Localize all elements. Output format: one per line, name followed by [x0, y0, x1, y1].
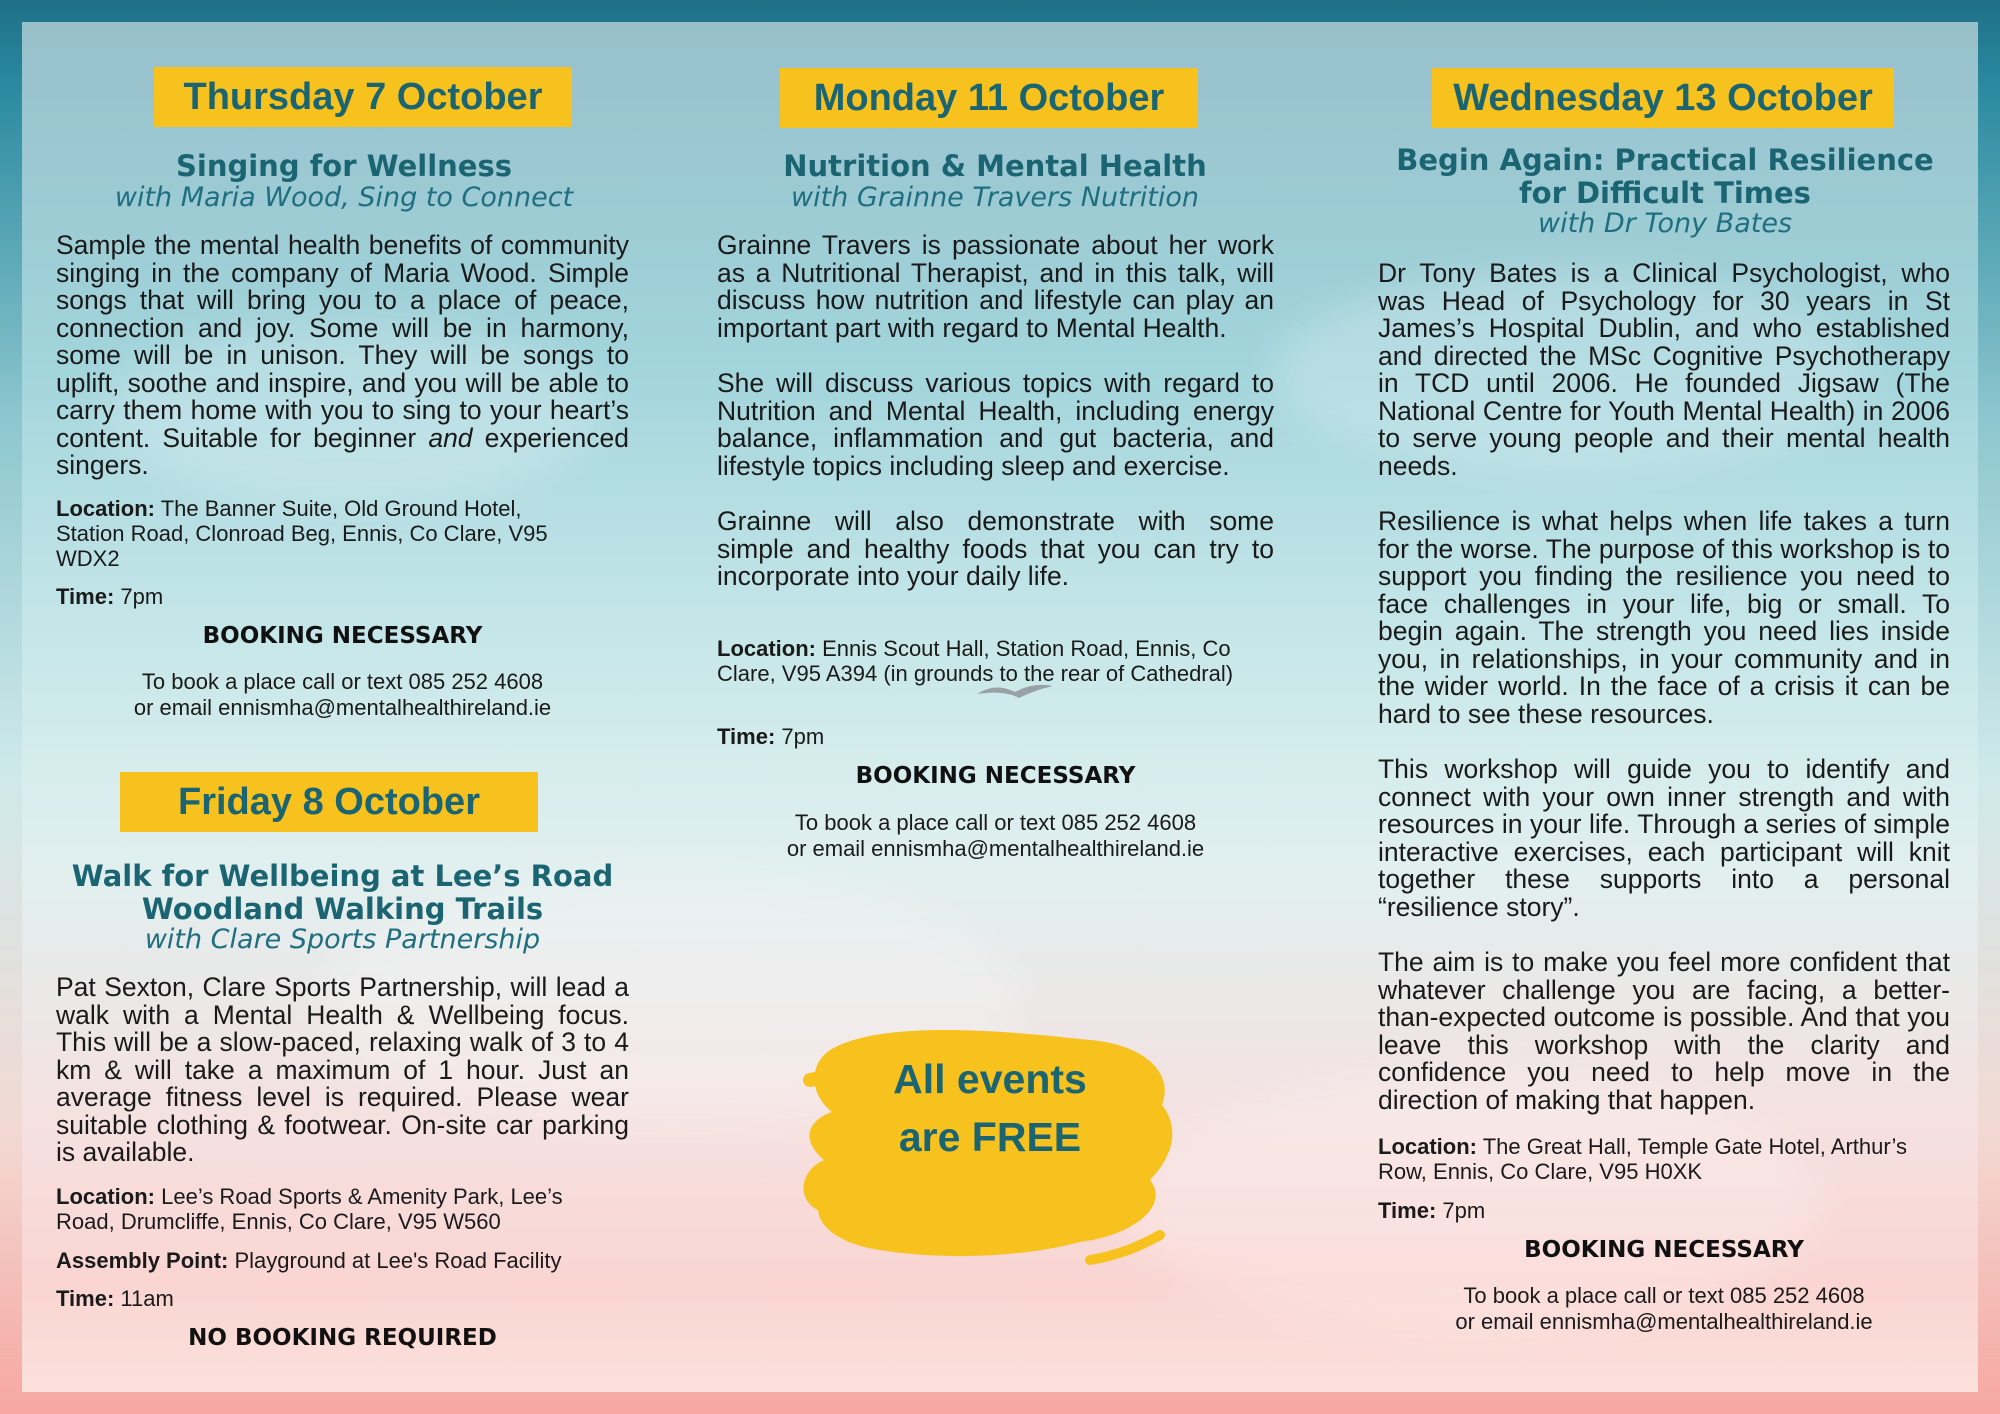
friday-time-value: 11am	[120, 1286, 174, 1311]
monday-location-value: Ennis Scout Hall, Station Road, Ennis, Co Clare, V95 A394 (in grounds to the rear of Cathedral)	[717, 636, 1234, 686]
monday-date-heading: Monday 11 October	[780, 68, 1198, 128]
wednesday-event-title	[1360, 144, 1970, 210]
bird-icon	[975, 676, 1055, 706]
friday-description	[56, 974, 629, 1167]
time-label: Time:	[56, 1286, 115, 1311]
thursday-contact	[56, 669, 629, 721]
contact-phone-line: To book a place call or text 085 252 4608	[1463, 1283, 1865, 1308]
thursday-location-value: The Banner Suite, Old Ground Hotel, Station Road, Clonroad Beg, Ennis, Co Clare, V95 WDX2	[56, 496, 548, 571]
friday-assembly	[56, 1248, 656, 1273]
friday-title-line1: Walk for Wellbeing at Lee’s Road	[71, 859, 614, 893]
thursday-body-italic: and	[428, 422, 473, 453]
free-badge-text	[790, 1050, 1190, 1166]
location-label: Location:	[56, 1184, 155, 1209]
monday-time-value: 7pm	[781, 724, 825, 749]
monday-booking-status: BOOKING NECESSARY	[855, 763, 1136, 789]
thursday-location	[56, 496, 596, 571]
time-label: Time:	[56, 584, 115, 609]
monday-description	[717, 232, 1274, 591]
contact-email-line[interactable]: or email ennismha@mentalhealthireland.ie	[786, 836, 1205, 861]
friday-location-value: Lee’s Road Sports & Amenity Park, Lee’s Road, Drumcliffe, Ennis, Co Clare, V95 W560	[56, 1184, 563, 1234]
friday-assembly-value: Playground at Lee's Road Facility	[234, 1248, 562, 1273]
friday-time	[56, 1286, 596, 1311]
wednesday-time	[1378, 1198, 1918, 1223]
friday-date-heading: Friday 8 October	[120, 772, 538, 832]
wednesday-date-heading: Wednesday 13 October	[1432, 68, 1894, 128]
time-label: Time:	[1378, 1198, 1437, 1223]
location-label: Location:	[56, 496, 155, 521]
monday-contact	[717, 810, 1274, 862]
wednesday-event-subtitle: with Dr Tony Bates	[1537, 208, 1793, 239]
wednesday-para4: The aim is to make you feel more confident that whatever challenge you are facing, a better-than-expected outcome is possible. And that you leave this workshop with the clarity and confidence you need to help move in the direction of making that happen.	[1378, 947, 1950, 1115]
monday-event-title: Nutrition & Mental Health	[783, 149, 1207, 183]
location-label: Location:	[1378, 1134, 1477, 1159]
monday-para2: She will discuss various topics with regard to Nutrition and Mental Health, including energy balance, inflammation and gut bacteria, and lifestyle topics including sleep and exercise.	[717, 368, 1274, 481]
monday-para1: Grainne Travers is passionate about her work as a Nutritional Therapist, and in this talk, will discuss how nutrition and lifestyle can play an important part with regard to Mental Health.	[717, 230, 1274, 343]
contact-phone-line: To book a place call or text 085 252 4608	[794, 810, 1197, 835]
free-line2: are FREE	[898, 1114, 1082, 1160]
wednesday-description	[1378, 260, 1950, 1114]
wednesday-booking-status: BOOKING NECESSARY	[1524, 1237, 1804, 1263]
thursday-event-title: Singing for Wellness	[176, 149, 512, 183]
contact-phone-line: To book a place call or text 085 252 4608	[141, 669, 544, 694]
wednesday-time-value: 7pm	[1442, 1198, 1486, 1223]
time-label: Time:	[717, 724, 776, 749]
thursday-event-subtitle: with Maria Wood, Sing to Connect	[114, 182, 574, 213]
assembly-label: Assembly Point:	[56, 1248, 229, 1273]
wednesday-para3: This workshop will guide you to identify and connect with your own inner strength and with resources in your life. Through a series of simple interactive exercises, each participant will knit together these supports into a personal “resilience story”.	[1378, 754, 1950, 922]
contact-email-line[interactable]: or email ennismha@mentalhealthireland.ie	[133, 695, 552, 720]
monday-event-subtitle: with Grainne Travers Nutrition	[791, 182, 1199, 213]
location-label: Location:	[717, 636, 816, 661]
friday-event-subtitle: with Clare Sports Partnership	[144, 924, 541, 955]
friday-location	[56, 1184, 616, 1234]
friday-title-line2: Woodland Walking Trails	[141, 892, 544, 926]
thursday-time-value: 7pm	[120, 584, 164, 609]
wednesday-title-line2: for Difficult Times	[1519, 176, 1811, 210]
wednesday-contact	[1378, 1283, 1950, 1335]
wednesday-location	[1378, 1134, 1938, 1184]
monday-para3: Grainne will also demonstrate with some simple and healthy foods that you can try to incorporate into your daily life.	[717, 506, 1274, 591]
thursday-time	[56, 584, 596, 609]
wednesday-para1: Dr Tony Bates is a Clinical Psychologist, who was Head of Psychology for 30 years in St James’s Hospital Dublin, and who established and directed the MSc Cognitive Psychotherapy in TCD until 2006. He founded Jigsaw (The National Centre for Youth Mental Health) in 2006 to serve young people and their mental health needs.	[1378, 258, 1950, 481]
contact-email-line[interactable]: or email ennismha@mentalhealthireland.ie	[1455, 1309, 1873, 1334]
friday-body-text: Pat Sexton, Clare Sports Partnership, will lead a walk with a Mental Health & Wellbeing focus. This will be a slow-paced, relaxing walk of 3 to 4 km & will take a maximum of 1 hour. Just an average fitness level is required. Please wear suitable clothing & footwear. On-site car parking is available.	[56, 972, 629, 1167]
monday-time	[717, 724, 1257, 749]
free-line1: All events	[893, 1056, 1087, 1102]
wednesday-para2: Resilience is what helps when life takes a turn for the worse. The purpose of this workshop is to support you finding the resilience you need to face challenges in your life, big or small. To begin again. The strength you need lies inside you, in relationships, in your community and in the wider world. In the face of a crisis it can be hard to see these resources.	[1378, 506, 1950, 729]
friday-event-title	[40, 860, 645, 926]
thursday-booking-status: BOOKING NECESSARY	[202, 623, 483, 649]
thursday-date-heading: Thursday 7 October	[154, 67, 572, 127]
wednesday-title-line1: Begin Again: Practical Resilience	[1396, 143, 1934, 177]
friday-booking-status: NO BOOKING REQUIRED	[188, 1325, 497, 1351]
thursday-description	[56, 232, 629, 480]
thursday-body-text: Sample the mental health benefits of community singing in the company of Maria Wood. Simple songs that will bring you to a place of peace, connection and joy. Some will be in harmony, some will be in unison. They will be songs to uplift, soothe and inspire, and you will be able to carry them home with you to sing to your heart’s content. Suitable for beginner	[56, 230, 629, 453]
wednesday-location-value: The Great Hall, Temple Gate Hotel, Arthur’s Row, Ennis, Co Clare, V95 H0XK	[1378, 1134, 1908, 1184]
thursday-body-end: experienced singers.	[56, 422, 629, 480]
